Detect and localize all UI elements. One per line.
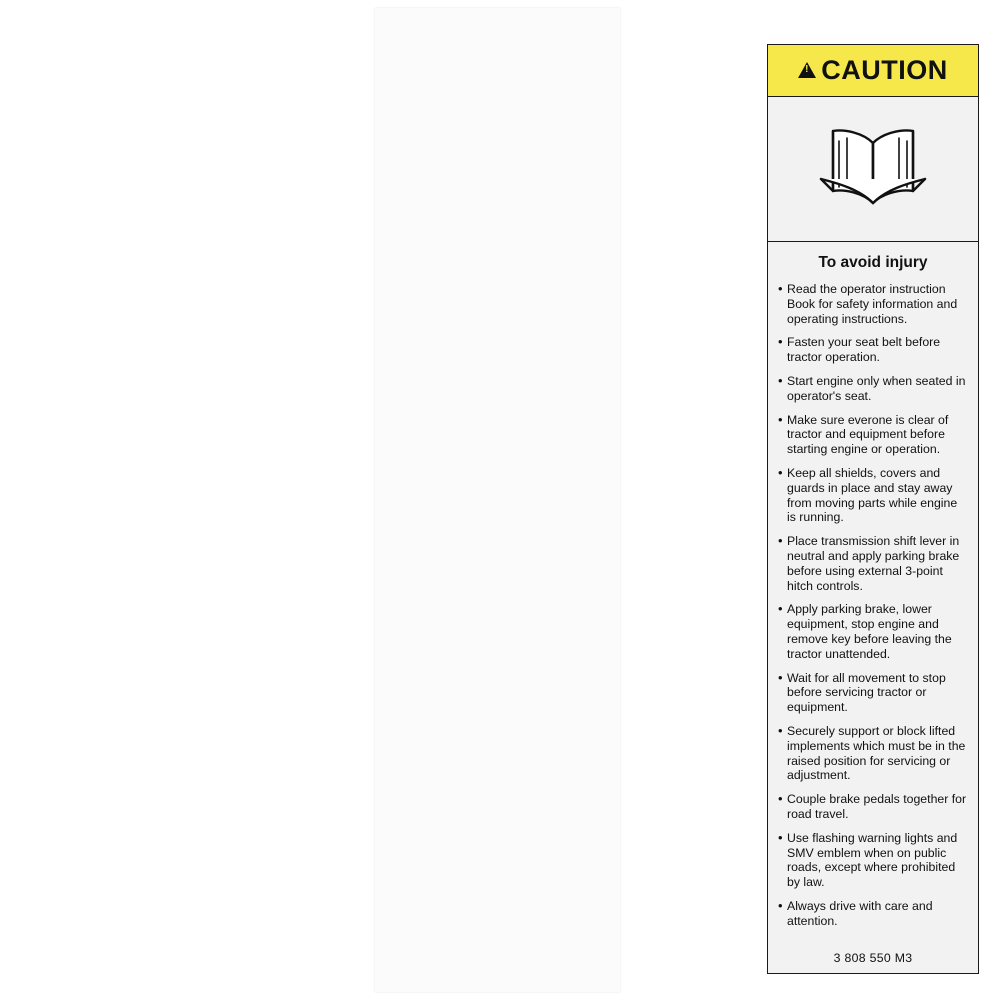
body-title: To avoid injury xyxy=(818,254,928,271)
bullet-marker: • xyxy=(778,411,783,427)
warning-triangle-icon xyxy=(798,62,816,78)
list-item-text: Apply parking brake, lower equipment, stop engine and remove key before leaving the tractor unattended. xyxy=(787,602,952,661)
open-book-icon xyxy=(803,113,943,225)
bullet-list xyxy=(778,282,968,949)
bullet-marker: • xyxy=(778,791,783,807)
list-item xyxy=(778,335,968,365)
caution-header-band xyxy=(768,45,978,97)
list-item xyxy=(778,282,968,326)
list-item-text: Wait for all movement to stop before servicing tractor or equipment. xyxy=(787,670,946,715)
caution-decal xyxy=(767,44,979,974)
instruction-body-panel xyxy=(768,242,978,973)
bullet-marker: • xyxy=(778,281,783,296)
bullet-marker: • xyxy=(778,601,783,617)
list-item-text: Always drive with care and attention. xyxy=(787,898,933,928)
list-item xyxy=(778,831,968,890)
caution-label: CAUTION xyxy=(821,55,948,85)
list-item-text: Keep all shields, covers and guards in place and stay away from moving parts while engine is running. xyxy=(787,465,958,525)
list-item xyxy=(778,724,968,783)
list-item xyxy=(778,534,968,593)
bullet-marker: • xyxy=(778,669,783,685)
list-item-text: Place transmission shift lever in neutral and apply parking brake before using external 3-point hitch controls. xyxy=(787,534,960,593)
label-backing-card xyxy=(375,8,967,992)
list-item xyxy=(778,466,968,525)
list-item-text: Read the operator instruction Book for safety information and operating instructions. xyxy=(787,282,958,326)
list-item-text: Couple brake pedals together for road travel. xyxy=(787,792,967,821)
list-item xyxy=(778,671,968,715)
bullet-marker: • xyxy=(778,829,783,845)
list-item-text: Fasten your seat belt before tractor operation. xyxy=(787,335,941,365)
bullet-marker: • xyxy=(778,464,783,480)
bullet-marker: • xyxy=(778,372,783,388)
list-item-text: Start engine only when seated in operator's seat. xyxy=(787,373,966,403)
list-item xyxy=(778,602,968,661)
bullet-marker: • xyxy=(778,897,783,913)
pictogram-panel xyxy=(768,97,978,242)
bullet-marker: • xyxy=(778,722,783,738)
list-item xyxy=(778,413,968,457)
caution-header-content xyxy=(798,55,948,86)
list-item xyxy=(778,899,968,929)
bullet-marker: • xyxy=(778,334,783,350)
list-item xyxy=(778,374,968,404)
list-item-text: Use flashing warning lights and SMV emblem when on public roads, except where prohibited by law. xyxy=(787,830,958,890)
part-number: 3 808 550 M3 xyxy=(833,951,913,965)
list-item xyxy=(778,792,968,822)
bullet-marker: • xyxy=(778,533,783,549)
list-item-text: Make sure everone is clear of tractor and equipment before starting engine or operation. xyxy=(787,412,949,457)
list-item-text: Securely support or block lifted implements which must be in the raised position for servicing or adjustment. xyxy=(787,723,966,783)
